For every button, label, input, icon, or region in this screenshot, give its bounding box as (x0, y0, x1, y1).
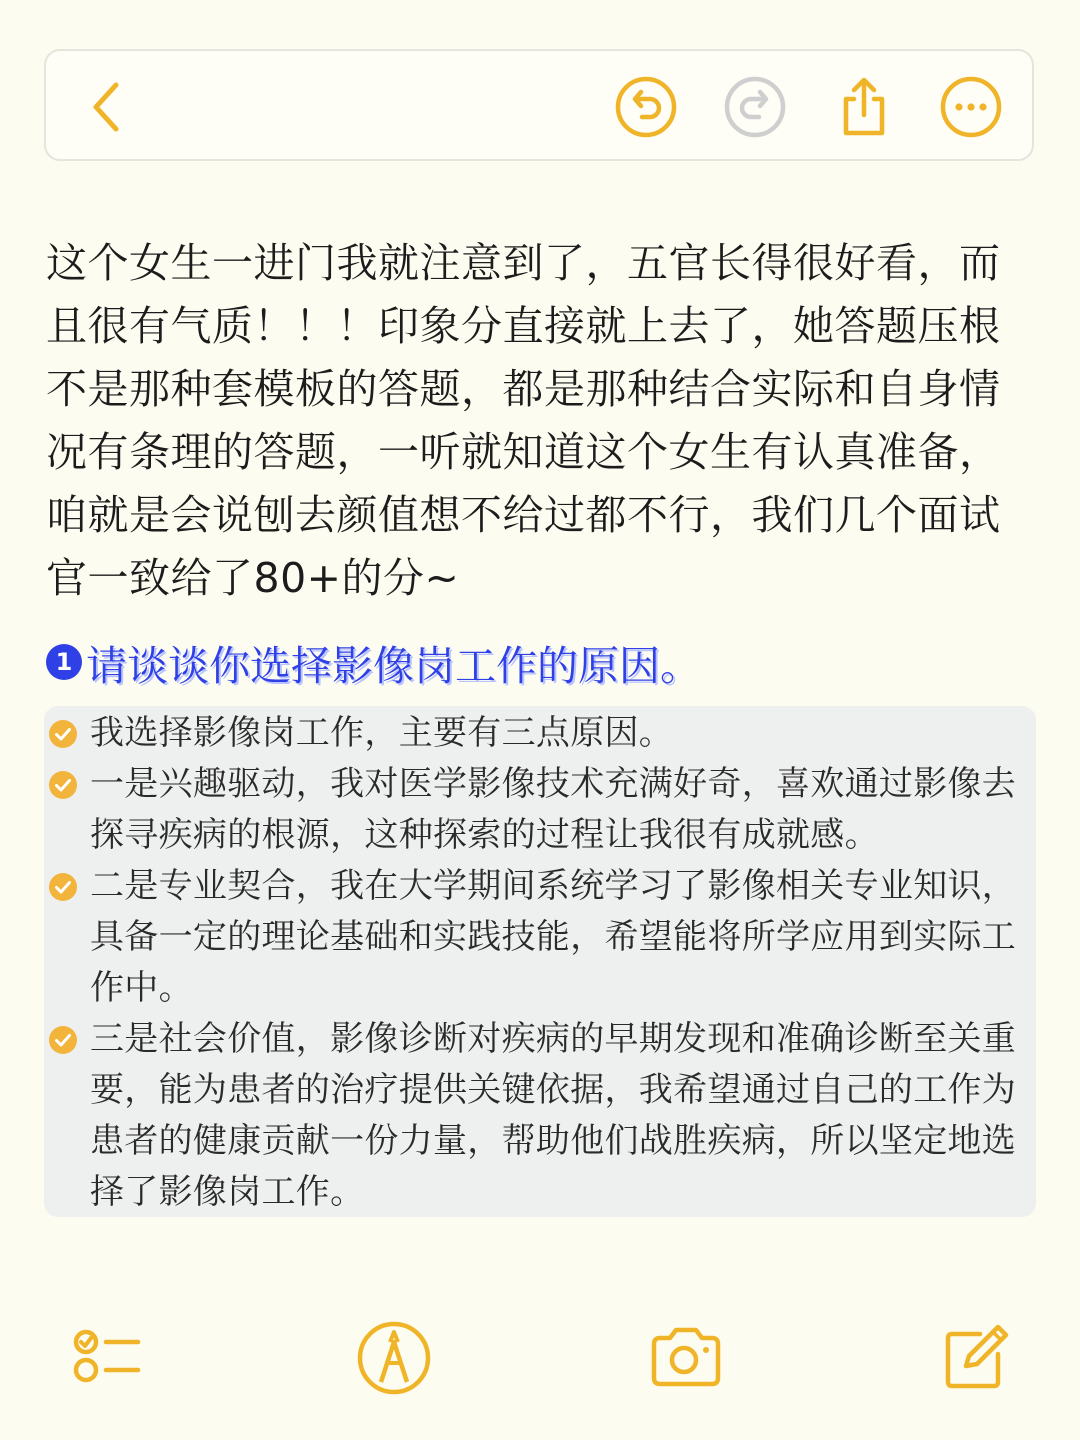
question-heading (46, 630, 701, 694)
undo-icon[interactable] (614, 75, 678, 139)
answer-item (48, 708, 1022, 759)
note-intro-text: 这个女生一进门我就注意到了，五官长得很好看，而且很有气质！！！印象分直接就上去了，她答题压根不是那种套模板的答题，都是那种结合实际和自身情况有条理的答题，一听就知道这个女生有认真准备，咱就是会说刨去颜值想不给过都不行，我们几个面试官一致给了80+的分~ (46, 239, 1001, 602)
compose-icon[interactable] (936, 1318, 1016, 1398)
check-circle-icon (48, 1025, 78, 1055)
answer-item (48, 759, 1022, 861)
check-circle-icon (48, 770, 78, 800)
chevron-left-icon[interactable] (76, 75, 140, 139)
checklist-icon[interactable] (68, 1318, 148, 1398)
more-icon[interactable] (939, 75, 1003, 139)
redo-icon[interactable] (723, 75, 787, 139)
check-circle-icon (48, 719, 78, 749)
answer-block (44, 706, 1036, 1217)
question-number-badge: 1 (46, 644, 82, 680)
markup-pen-icon[interactable] (354, 1318, 434, 1398)
question-text: 请谈谈你选择影像岗工作的原因。 (86, 641, 701, 690)
answer-text: 一是兴趣驱动，我对医学影像技术充满好奇，喜欢通过影像去探寻疾病的根源，这种探索的过程让我很有成就感。 (90, 764, 1017, 855)
answer-text: 三是社会价值，影像诊断对疾病的早期发现和准确诊断至关重要，能为患者的治疗提供关键依据，我希望通过自己的工作为患者的健康贡献一份力量，帮助他们战胜疾病，所以坚定地选择了影像岗工作。 (90, 1019, 1017, 1212)
note-toolbar (44, 49, 1034, 161)
answer-item (48, 1014, 1022, 1218)
check-circle-icon (48, 872, 78, 902)
answer-item (48, 861, 1022, 1014)
share-icon[interactable] (832, 75, 896, 139)
answer-text: 我选择影像岗工作，主要有三点原因。 (90, 713, 674, 753)
answer-text: 二是专业契合，我在大学期间系统学习了影像相关专业知识，具备一定的理论基础和实践技能，希望能将所学应用到实际工作中。 (90, 866, 1017, 1008)
camera-icon[interactable] (646, 1318, 726, 1398)
